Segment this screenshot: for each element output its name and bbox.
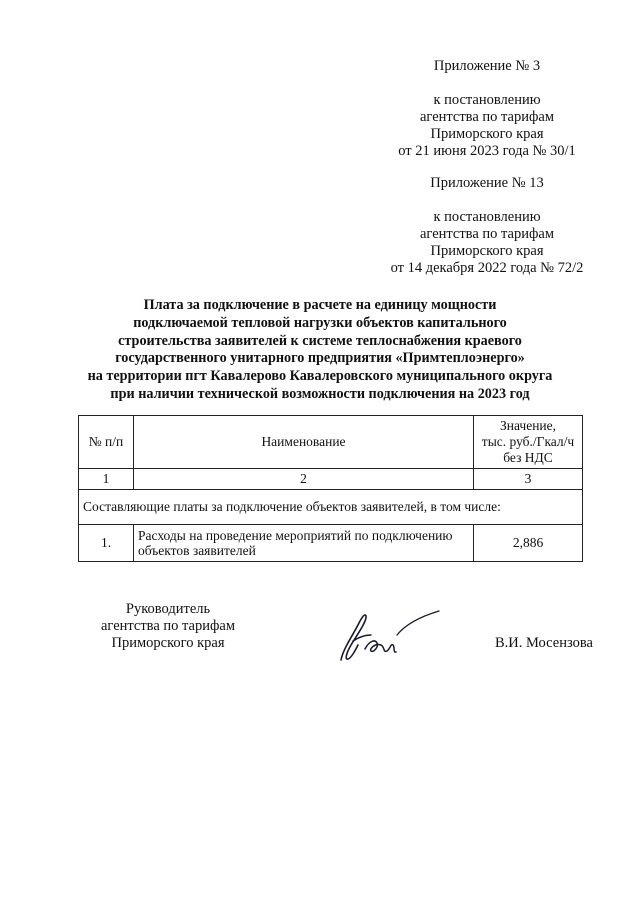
tariff-table <box>78 415 583 562</box>
annex-3-block <box>357 58 617 160</box>
handwritten-signature <box>335 605 445 670</box>
annex-13-line: от 14 декабря 2022 года № 72/2 <box>390 260 584 276</box>
annex-3-line: Приморского края <box>430 126 544 142</box>
row-name: Расходы на проведение мероприятий по подключению объектов заявителей <box>134 525 474 562</box>
annex-13-line: агентства по тарифам <box>420 226 554 242</box>
column-number: 3 <box>474 469 583 490</box>
header-num: № п/п <box>79 416 134 469</box>
document-title-line: строительства заявителей к системе теплоснабжения краевого <box>118 332 522 349</box>
header-name: Наименование <box>134 416 474 469</box>
document-title-line: подключаемой тепловой нагрузки объектов капитального <box>133 314 507 331</box>
signatory-position-line: агентства по тарифам <box>101 618 235 634</box>
document-title-line: при наличии технической возможности подключения на 2023 год <box>110 385 530 402</box>
table-row <box>79 525 583 562</box>
annex-3-line: к постановлению <box>433 92 541 108</box>
column-number-row <box>79 469 583 490</box>
annex-3-title: Приложение № 3 <box>433 58 541 74</box>
header-value-line: без НДС <box>503 450 553 465</box>
annex-13-line: к постановлению <box>433 209 541 225</box>
signatory-position <box>68 601 268 652</box>
table-header-row <box>79 416 583 469</box>
column-number: 1 <box>79 469 134 490</box>
row-num: 1. <box>79 525 134 562</box>
signatory-position-line: Руководитель <box>125 601 211 617</box>
annex-13-title: Приложение № 13 <box>430 175 544 191</box>
header-value <box>474 416 583 469</box>
signatory-position-line: Приморского края <box>111 635 225 651</box>
header-value-line: Значение, <box>499 418 557 433</box>
section-row <box>79 490 583 525</box>
row-value: 2,886 <box>474 525 583 562</box>
annex-3-line: агентства по тарифам <box>420 109 554 125</box>
annex-3-line: от 21 июня 2023 года № 30/1 <box>398 143 576 159</box>
column-number: 2 <box>134 469 474 490</box>
annex-13-line: Приморского края <box>430 243 544 259</box>
annex-13-block <box>357 175 617 277</box>
document-title <box>40 297 600 404</box>
signatory-name: В.И. Мосензова <box>495 635 593 651</box>
document-title-line: Плата за подключение в расчете на единицу мощности <box>143 297 497 313</box>
document-title-line: государственного унитарного предприятия «Примтеплоэнерго» <box>115 350 525 367</box>
section-label: Составляющие платы за подключение объектов заявителей, в том числе: <box>79 490 583 525</box>
header-value-line: тыс. руб./Гкал/ч <box>481 434 575 449</box>
document-title-line: на территории пгт Кавалерово Кавалеровского муниципального округа <box>87 368 553 385</box>
